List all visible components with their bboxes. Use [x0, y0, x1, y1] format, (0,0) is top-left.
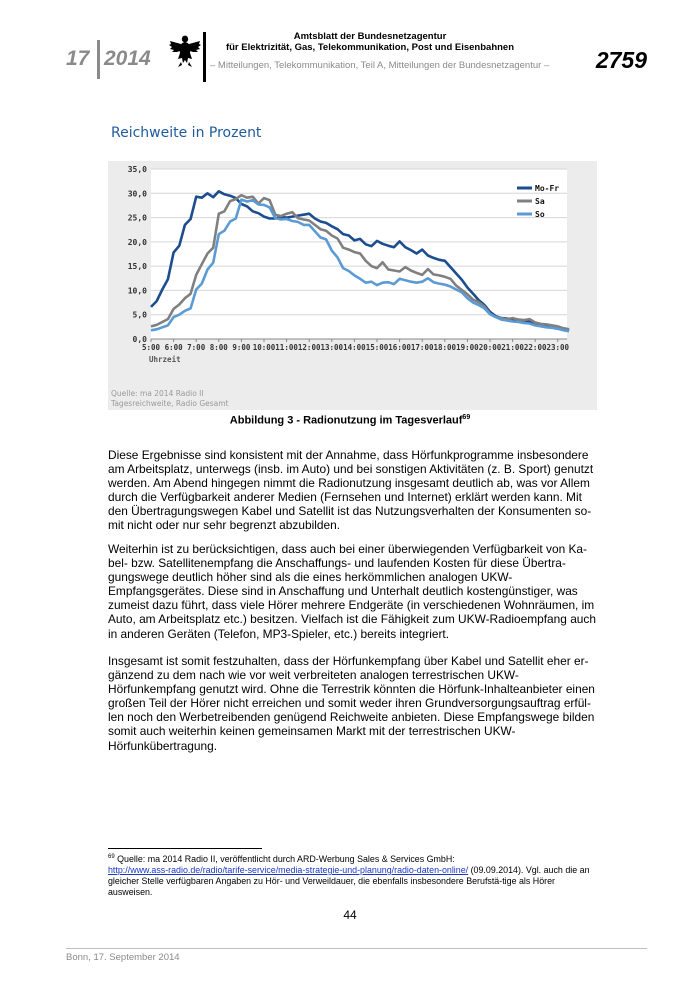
figure-caption	[0, 414, 700, 427]
y-tick-label: 5,0	[132, 310, 147, 320]
footnote-number: 69	[108, 854, 115, 860]
footnote-separator	[108, 848, 262, 849]
x-tick-label: 10:00	[252, 343, 276, 352]
y-tick-label: 20,0	[127, 237, 147, 247]
footnote-text: Quelle: ma 2014 Radio II, veröffentlicht durch ARD-Werbung Sales & Services GmbH:	[117, 853, 455, 864]
x-tick-label: 17:00	[410, 343, 434, 352]
legend-label: Sa	[535, 197, 545, 206]
x-tick-label: 5:00	[141, 343, 161, 352]
x-tick-label: 16:00	[388, 343, 411, 352]
y-tick-label: 30,0	[127, 189, 147, 199]
figure-caption-text: Abbildung 3 - Radionutzung im Tagesverlauf	[229, 414, 463, 427]
chart-heading: Reichweite in Prozent	[111, 125, 262, 141]
x-tick-label: 20:00	[478, 343, 502, 352]
x-tick-label: 12:00	[297, 343, 321, 352]
x-tick-label: 9:00	[232, 343, 251, 352]
issue-number: 17	[66, 47, 90, 70]
paragraph-1: Diese Ergebnisse sind konsistent mit der Annahme, dass Hörfunkprogramme insbesondere am Arbeitsplatz, unterwegs (insb. im Auto) und bei sonstigen Aktivitäten (z. B. Sport) genutzt werden. Am Abend hingegen nimmt die Radionutzung insgesamt deutlich ab, was vor Allem durch die Verfügbarkeit anderer Medien (Fernsehen und Internet) erklärt werden kann. Mit den Übertragungswegen Kabel und Satellit ist das Nutzungsverhalten der Konsumenten so-mit nicht oder nur sehr begrenzt abzubilden.	[108, 448, 594, 533]
footer-place-date: Bonn, 17. September 2014	[66, 952, 180, 963]
x-tick-label: 8:00	[209, 343, 228, 352]
x-tick-label: 21:00	[501, 343, 524, 352]
legend-label: Mo-Fr	[535, 184, 560, 193]
x-tick-label: 18:00	[433, 343, 457, 352]
x-tick-label: 23:00	[546, 343, 570, 352]
footer-separator	[66, 948, 647, 949]
issue-year: 2014	[104, 47, 151, 70]
publication-subtitle: – Mitteilungen, Telekommunikation, Teil A, Mitteilungen der Bundesnetzagentur –	[210, 60, 550, 71]
publication-title-line1: Amtsblatt der Bundesnetzagentur	[293, 31, 447, 42]
page-number: 44	[343, 908, 357, 922]
legend-label: So	[535, 210, 545, 219]
footnote-link[interactable]: http://www.ass-radio.de/radio/tarife-service/media-strategie-und-planung/radio-daten-online/	[108, 864, 469, 875]
paragraph-2: Weiterhin ist zu berücksichtigen, dass auch bei einer überwiegenden Verfügbarkeit von Ka-bel- bzw. Satellitenempfang die Anschaffungs- und laufenden Kosten für diese Übertra-gungswege deutlich höher sind als die eines herkömmlichen analogen UKW-Empfangsgerätes. Diese sind in Anschaffung und Unterhalt deutlich kostengünstiger, was zumeist dazu führt, dass viele Hörer mehrere Endgeräte (in verschiedenen Wohnräumen, im Auto, am Arbeitsplatz etc.) besitzen. Vielfach ist die Fähigkeit zum UKW-Radioempfang auch in anderen Geräten (Telefon, MP3-Spieler, etc.) bereits integriert.	[108, 542, 596, 641]
x-tick-label: 19:00	[456, 343, 479, 352]
journal-page-number: 2759	[595, 47, 647, 73]
x-tick-label: 14:00	[343, 343, 366, 352]
y-tick-label: 35,0	[127, 165, 147, 174]
x-tick-label: 7:00	[187, 343, 206, 352]
y-tick-label: 15,0	[127, 262, 147, 272]
x-tick-label: 15:00	[365, 343, 389, 352]
y-tick-label: 25,0	[127, 213, 147, 223]
figure-footnote-ref: 69	[462, 414, 471, 421]
x-tick-label: 22:00	[523, 343, 547, 352]
x-tick-label: 13:00	[320, 343, 344, 352]
x-tick-label: 11:00	[275, 343, 298, 352]
x-axis-label: Uhrzeit	[149, 355, 181, 364]
x-tick-label: 6:00	[164, 343, 183, 352]
footnote-text-after: (09.09.2014). Vgl. auch die an gleicher Stelle verfügbaren Angaben zu Hör- und Verweildauer, die ebenfalls insbesondere Berufstä-tige als Hörer ausweisen.	[108, 864, 590, 897]
chart-source	[111, 389, 229, 409]
y-tick-label: 10,0	[127, 286, 147, 296]
paragraph-3: Insgesamt ist somit festzuhalten, dass der Hörfunkempfang über Kabel und Satellit eher er-gänzend zu dem nach wie vor weit verbreiteten analogen terrestrischen UKW-Hörfunkempfang genutzt wird. Ohne die Terrestrik könnten die Hörfunk-Inhalteanbieter einen großen Teil der Hörer nicht erreichen und somit weder ihren Grundversorgungsauftrag erfül-len noch den Werbetreibenden genügend Reichweite anbieten. Diese Empfangswege bilden somit auch weiterhin keinen gemeinsamen Markt mit der terrestrischen UKW-Hörfunkübertragung.	[108, 654, 595, 753]
footnote	[108, 852, 600, 898]
publication-title-line2: für Elektrizität, Gas, Telekommunikation, Post und Eisenbahnen	[225, 42, 515, 53]
chart-source-line2: Tagesreichweite, Radio Gesamt	[111, 399, 229, 408]
y-tick-label: 0,0	[132, 335, 147, 344]
chart-source-line1: Quelle: ma 2014 Radio II	[111, 389, 204, 398]
line-chart	[0, 0, 700, 420]
